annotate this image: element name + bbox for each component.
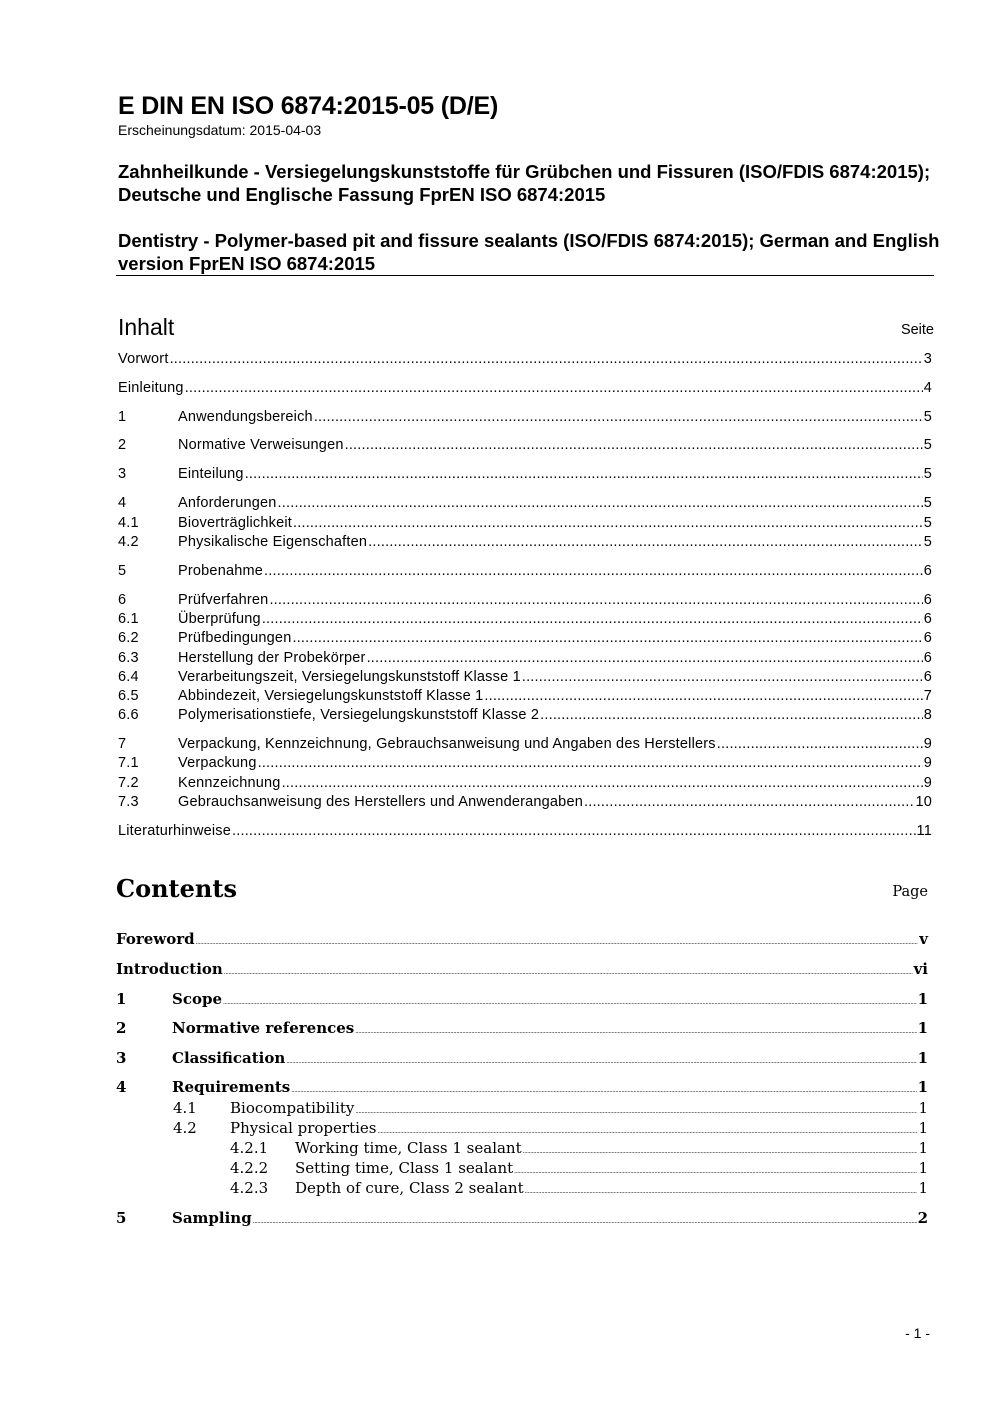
toc-entry-label: Literaturhinweise [118, 823, 232, 839]
toc-entry-number: 2 [118, 437, 127, 453]
toc-entry-label: Verpackung, Kennzeichnung, Gebrauchsanweisung und Angaben des Herstellers [178, 736, 716, 752]
toc-entry-number: 6.1 [118, 611, 139, 627]
toc-entry-number: 5 [116, 1209, 127, 1227]
toc-entry-page: 11 [916, 823, 932, 839]
toc-entry-number: 7.3 [118, 794, 139, 810]
toc-leader-dots [522, 669, 923, 685]
toc-entry-label: Prüfverfahren [178, 592, 269, 608]
toc-entry-label: Introduction [116, 960, 223, 978]
toc-entry-page: v [919, 930, 928, 948]
toc-entry-number: 7.1 [118, 755, 139, 771]
toc-entry-page: 6 [923, 563, 932, 579]
toc-leader-dots [523, 1148, 918, 1155]
toc-leader-dots [170, 351, 923, 367]
toc-entry-page: 5 [923, 409, 932, 425]
toc-entry-page: 10 [915, 794, 932, 810]
document-title: E DIN EN ISO 6874:2015-05 (D/E) [118, 92, 499, 120]
toc-entry-label: Working time, Class 1 sealant [295, 1139, 522, 1157]
toc-leader-dots [224, 969, 913, 976]
toc-de-page-label: Seite [900, 322, 934, 338]
title-divider [116, 275, 934, 276]
toc-en-entry[interactable] [230, 1139, 928, 1157]
toc-entry-label: Scope [172, 990, 223, 1008]
toc-entry-page: 1 [917, 990, 928, 1008]
toc-entry-page: 1 [917, 1078, 928, 1096]
toc-entry-number: 5 [118, 563, 127, 579]
toc-entry-label: Bioverträglichkeit [178, 515, 293, 531]
toc-entry-page: 7 [923, 688, 932, 704]
toc-leader-dots [245, 466, 923, 482]
toc-entry-number: 1 [118, 409, 127, 425]
title-english: Dentistry - Polymer-based pit and fissure sealants (ISO/FDIS 6874:2015); German and English version FprEN ISO 6874:2015 [118, 230, 940, 274]
toc-entry-page: 5 [923, 437, 932, 453]
toc-entry-page: 1 [918, 1119, 928, 1137]
toc-entry-number: 6.6 [118, 707, 139, 723]
toc-entry-number: 4 [118, 495, 127, 511]
toc-leader-dots [345, 437, 923, 453]
toc-entry-label: Herstellung der Probekörper [178, 650, 366, 666]
toc-entry-number: 3 [116, 1049, 127, 1067]
toc-entry-page: 4 [923, 380, 932, 396]
toc-entry-number: 1 [116, 990, 127, 1008]
toc-leader-dots [293, 515, 923, 531]
toc-entry-page: 9 [923, 736, 932, 752]
toc-leader-dots [185, 380, 923, 396]
toc-entry-label: Polymerisationstiefe, Versiegelungskunststoff Klasse 2 [178, 707, 540, 723]
toc-entry-label: Probenahme [178, 563, 264, 579]
toc-entry-page: 5 [923, 466, 932, 482]
toc-leader-dots [223, 999, 917, 1006]
toc-entry-number: 4 [116, 1078, 127, 1096]
toc-de-entry[interactable] [118, 563, 932, 579]
toc-de-entry[interactable] [118, 794, 932, 810]
toc-leader-dots [269, 592, 922, 608]
toc-de-entry[interactable] [118, 495, 932, 511]
toc-entry-label: Depth of cure, Class 2 sealant [295, 1179, 524, 1197]
toc-en-entry[interactable] [116, 1049, 928, 1067]
title-german: Zahnheilkunde - Versiegelungskunststoffe für Grübchen und Fissuren (ISO/FDIS 6874:2015); Deutsche und Englische Fassung FprEN ISO 6874:2015 [118, 161, 931, 205]
toc-de-entry[interactable] [118, 650, 932, 666]
toc-de-entry[interactable] [118, 515, 932, 531]
toc-entry-number: 7 [118, 736, 127, 752]
toc-entry-label: Gebrauchsanweisung des Herstellers und Anwenderangaben [178, 794, 583, 810]
toc-leader-dots [368, 534, 923, 550]
toc-leader-dots [314, 409, 923, 425]
publication-date: Erscheinungsdatum: 2015-04-03 [118, 122, 322, 138]
toc-de-entry[interactable] [118, 669, 932, 685]
toc-entry-page: 1 [918, 1179, 928, 1197]
toc-entry-label: Physical properties [230, 1119, 377, 1137]
toc-entry-label: Sampling [172, 1209, 252, 1227]
toc-leader-dots [253, 1218, 917, 1225]
toc-entry-label: Biocompatibility [230, 1099, 355, 1117]
toc-de-entry[interactable] [118, 409, 932, 425]
toc-entry-number: 4.1 [118, 515, 139, 531]
toc-de-entry[interactable] [118, 630, 932, 646]
toc-de-entry[interactable] [118, 707, 932, 723]
toc-leader-dots [367, 650, 923, 666]
toc-leader-dots [355, 1028, 916, 1035]
toc-entry-label: Normative references [172, 1019, 355, 1037]
toc-leader-dots [278, 495, 923, 511]
toc-entry-number: 4.2 [173, 1119, 197, 1137]
toc-de-entry[interactable] [118, 592, 932, 608]
toc-en-entry[interactable] [230, 1179, 928, 1197]
toc-entry-label: Foreword [116, 930, 195, 948]
toc-entry-page: 6 [923, 650, 932, 666]
toc-de-entry[interactable] [118, 380, 932, 396]
toc-de-entry[interactable] [118, 736, 932, 752]
toc-en-entry[interactable] [116, 1209, 928, 1227]
toc-leader-dots [292, 630, 922, 646]
page-number: - 1 - [905, 1325, 930, 1341]
toc-entry-label: Normative Verweisungen [178, 437, 344, 453]
toc-leader-dots [196, 939, 919, 946]
toc-de-entry[interactable] [118, 611, 932, 627]
toc-entry-number: 6.5 [118, 688, 139, 704]
toc-leader-dots [484, 688, 922, 704]
toc-de-entry[interactable] [118, 437, 932, 453]
toc-leader-dots [377, 1128, 917, 1135]
toc-de-entry[interactable] [118, 755, 932, 771]
toc-leader-dots [525, 1188, 918, 1195]
toc-entry-page: 9 [923, 775, 932, 791]
toc-en-entry[interactable] [230, 1159, 928, 1177]
toc-entry-page: 6 [923, 592, 932, 608]
toc-entry-number: 7.2 [118, 775, 139, 791]
toc-de-entry[interactable] [118, 688, 932, 704]
toc-de-entry[interactable] [118, 534, 932, 550]
toc-entry-page: 1 [917, 1049, 928, 1067]
toc-entry-page: 9 [923, 755, 932, 771]
toc-entry-number: 4.2.3 [230, 1179, 269, 1197]
toc-entry-number: 3 [118, 466, 127, 482]
toc-en-entry[interactable] [116, 1019, 928, 1037]
toc-entry-page: 1 [917, 1019, 928, 1037]
toc-entry-page: vi [913, 960, 928, 978]
toc-leader-dots [514, 1168, 917, 1175]
toc-entry-label: Kennzeichnung [178, 775, 281, 791]
toc-entry-page: 6 [923, 611, 932, 627]
toc-entry-label: Classification [172, 1049, 286, 1067]
toc-entry-label: Verarbeitungszeit, Versiegelungskunststoff Klasse 1 [178, 669, 521, 685]
toc-entry-label: Überprüfung [178, 611, 261, 627]
toc-entry-number: 4.2.2 [230, 1159, 269, 1177]
toc-en-entry[interactable] [116, 1078, 928, 1096]
toc-leader-dots [232, 823, 916, 839]
toc-entry-page: 5 [923, 515, 932, 531]
toc-entry-label: Setting time, Class 1 sealant [295, 1159, 514, 1177]
toc-entry-page: 1 [918, 1099, 928, 1117]
toc-leader-dots [286, 1058, 916, 1065]
toc-entry-label: Physikalische Eigenschaften [178, 534, 368, 550]
toc-entry-number: 2 [116, 1019, 127, 1037]
toc-entry-label: Einteilung [178, 466, 244, 482]
toc-de-entry[interactable] [118, 775, 932, 791]
toc-entry-page: 1 [918, 1139, 928, 1157]
toc-entry-number: 4.2.1 [230, 1139, 269, 1157]
toc-entry-label: Anwendungsbereich [178, 409, 313, 425]
toc-en-entry[interactable] [173, 1099, 928, 1117]
toc-entry-label: Prüfbedingungen [178, 630, 292, 646]
toc-entry-page: 3 [923, 351, 932, 367]
toc-entry-label: Anforderungen [178, 495, 277, 511]
toc-entry-number: 6.3 [118, 650, 139, 666]
toc-entry-page: 5 [923, 534, 932, 550]
toc-leader-dots [282, 775, 923, 791]
toc-leader-dots [584, 794, 914, 810]
toc-entry-page: 5 [923, 495, 932, 511]
toc-en-entry[interactable] [116, 990, 928, 1008]
toc-de-heading: Inhalt [118, 314, 175, 340]
toc-leader-dots [291, 1087, 916, 1094]
toc-en-heading: Contents [116, 874, 237, 903]
toc-leader-dots [717, 736, 923, 752]
toc-entry-page: 2 [917, 1209, 928, 1227]
toc-leader-dots [355, 1108, 917, 1115]
toc-leader-dots [258, 755, 923, 771]
toc-entry-number: 4.1 [173, 1099, 197, 1117]
toc-de-entry[interactable] [118, 351, 932, 367]
toc-entry-page: 6 [923, 669, 932, 685]
toc-entry-page: 8 [923, 707, 932, 723]
toc-entry-number: 6 [118, 592, 127, 608]
toc-leader-dots [540, 707, 923, 723]
toc-leader-dots [262, 611, 923, 627]
toc-en-page-label: Page [892, 884, 928, 900]
toc-entry-page: 6 [923, 630, 932, 646]
toc-en-entry[interactable] [116, 930, 928, 948]
toc-entry-label: Requirements [172, 1078, 291, 1096]
toc-de-entry[interactable] [118, 823, 932, 839]
toc-entry-number: 6.2 [118, 630, 139, 646]
toc-en-entry[interactable] [173, 1119, 928, 1137]
toc-entry-label: Verpackung [178, 755, 257, 771]
toc-entry-page: 1 [918, 1159, 928, 1177]
toc-en-entry[interactable] [116, 960, 928, 978]
toc-entry-number: 4.2 [118, 534, 139, 550]
toc-entry-label: Vorwort [118, 351, 169, 367]
toc-leader-dots [264, 563, 923, 579]
toc-de-entry[interactable] [118, 466, 932, 482]
toc-entry-number: 6.4 [118, 669, 139, 685]
toc-entry-label: Abbindezeit, Versiegelungskunststoff Klasse 1 [178, 688, 484, 704]
toc-entry-label: Einleitung [118, 380, 184, 396]
